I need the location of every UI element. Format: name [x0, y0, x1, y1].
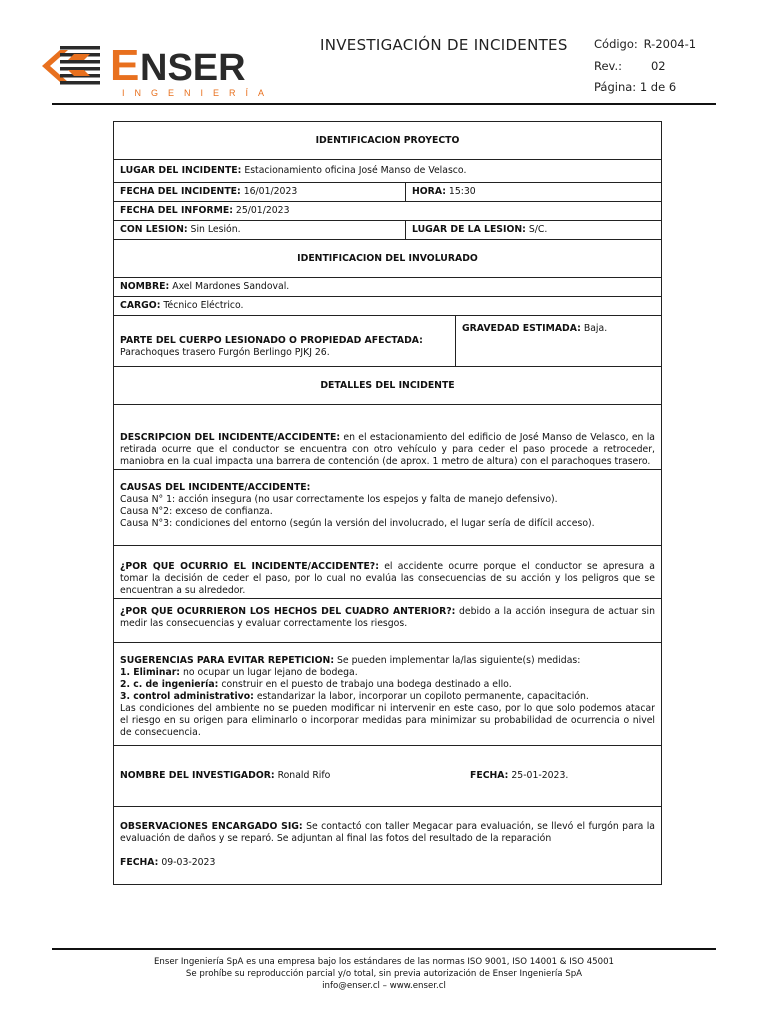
observaciones-fecha-value: 09-03-2023: [161, 857, 216, 868]
parte-afectada-value: Parachoques trasero Furgón Berlingo PJKJ 26.: [120, 347, 330, 358]
parte-afectada-label: PARTE DEL CUERPO LESIONADO O PROPIEDAD AFECTADA:: [120, 335, 423, 346]
sugerencias-cell: [114, 643, 662, 746]
sugerencia3-value: estandarizar la labor, incorporar un copiloto permanente, capacitación.: [256, 691, 589, 702]
sugerencia2-label: 2. c. de ingeniería:: [120, 679, 219, 690]
footer-website-link[interactable]: www.enser.cl: [389, 981, 446, 991]
sugerencia3-label: 3. control administrativo:: [120, 691, 254, 702]
con-lesion-value: Sin Lesión.: [190, 224, 241, 235]
investigador-fecha-label: FECHA:: [470, 770, 509, 781]
porque-label: ¿POR QUE OCURRIO EL INCIDENTE/ACCIDENTE?:: [120, 561, 379, 572]
footer-divider: [52, 948, 716, 950]
involved-heading: IDENTIFICACION DEL INVOLURADO: [114, 240, 662, 278]
fecha-informe-value: 25/01/2023: [235, 205, 290, 216]
nombre-value: Axel Mardones Sandoval.: [172, 281, 290, 292]
porque-value: el accidente ocurre porque el conductor se apresura a tomar la decisión de ceder el paso, por lo cual no evalúa las consecuencias de su acción y los peligros que se encuentran a su alrededor.: [120, 561, 655, 596]
lugar-label: LUGAR DEL INCIDENTE:: [120, 165, 242, 176]
footer-iso-line: Enser Ingeniería SpA es una empresa bajo los estándares de las normas ISO 9001, ISO 14001 & ISO 45001: [153, 957, 615, 967]
cargo-cell: [114, 297, 662, 316]
gravedad-label: GRAVEDAD ESTIMADA:: [462, 323, 581, 334]
logo-letter-e: E: [110, 41, 140, 90]
investigador-cell: [114, 746, 662, 807]
fecha-incidente-value: 16/01/2023: [243, 186, 298, 197]
project-heading: IDENTIFICACION PROYECTO: [114, 122, 662, 160]
lugar-lesion-cell: [406, 221, 662, 240]
causa2-label: Causa N°2:: [120, 506, 173, 517]
rev-value: 02: [650, 58, 666, 73]
code-label: Código:: [594, 37, 638, 51]
sugerencia1-label: 1. Eliminar:: [120, 667, 181, 678]
con-lesion-cell: [114, 221, 406, 240]
investigador-label: NOMBRE DEL INVESTIGADOR:: [120, 770, 275, 781]
footer-email-link[interactable]: info@enser.cl: [322, 981, 380, 991]
sugerencia1-value: no ocupar un lugar lejano de bodega.: [183, 667, 358, 678]
investigador-fecha-value: 25-01-2023.: [511, 770, 569, 781]
causa2-value: exceso de confianza.: [175, 506, 273, 517]
enser-logo: [38, 34, 278, 100]
hora-value: 15:30: [448, 186, 476, 197]
fecha-informe-label: FECHA DEL INFORME:: [120, 205, 233, 216]
descripcion-value: en el estacionamiento del edificio de José Manso de Velasco, en la retirada ocurre que el conductor se encuentra con otro vehículo y para ceder el paso procede a retroceder, maniobra en la cual impacta una barrera de contención (de aprox. 1 metro de altura) con el parachoques trasero.: [120, 432, 655, 467]
causa3-value: condiciones del entorno (según la versión del involucrado, el lugar sería de difícil acceso).: [175, 518, 595, 529]
cargo-value: Técnico Eléctrico.: [163, 300, 244, 311]
hora-label: HORA:: [412, 186, 446, 197]
lugar-lesion-label: LUGAR DE LA LESION:: [412, 224, 526, 235]
gravedad-cell: [456, 316, 662, 367]
porque2-label: ¿POR QUE OCURRIERON LOS HECHOS DEL CUADRO ANTERIOR?:: [120, 606, 456, 617]
footer-copyright-line: Se prohíbe su reproducción parcial y/o total, sin previa autorización de Enser Ingeniería SpA: [185, 969, 583, 979]
sugerencias-label: SUGERENCIAS PARA EVITAR REPETICION:: [120, 655, 335, 666]
descripcion-cell: [114, 405, 662, 470]
logo-letters: NSER: [140, 47, 246, 89]
nombre-label: NOMBRE:: [120, 281, 170, 292]
cargo-label: CARGO:: [120, 300, 161, 311]
page-label: Página:: [594, 80, 637, 94]
page-value: 1 de 6: [639, 80, 677, 94]
page-footer: [0, 956, 768, 992]
con-lesion-label: CON LESION:: [120, 224, 188, 235]
sugerencia2-value: construir en el puesto de trabajo una bodega destinado a ello.: [221, 679, 512, 690]
lugar-value: Estacionamiento oficina José Manso de Velasco.: [244, 165, 467, 176]
document-meta: [594, 34, 696, 99]
descripcion-label: DESCRIPCION DEL INCIDENTE/ACCIDENTE:: [120, 432, 341, 443]
lugar-row: [114, 160, 662, 183]
porque2-cell: [114, 599, 662, 643]
observaciones-value: Se contactó con taller Megacar para evaluación, se llevó el furgón para la evaluación de daños y se reparó. Se adjuntan al final las fotos del resultado de la reparación: [120, 821, 655, 844]
code-value: R-2004-1: [643, 37, 697, 51]
porque-cell: [114, 546, 662, 599]
gravedad-value: Baja.: [583, 323, 608, 334]
lugar-lesion-value: S/C.: [528, 224, 548, 235]
causas-label: CAUSAS DEL INCIDENTE/ACCIDENTE:: [120, 482, 311, 493]
nombre-cell: [114, 278, 662, 297]
fecha-informe-cell: [114, 202, 662, 221]
observaciones-label: OBSERVACIONES ENCARGADO SIG:: [120, 821, 303, 832]
causas-cell: [114, 470, 662, 546]
document-title: INVESTIGACIÓN DE INCIDENTES: [320, 36, 568, 54]
incident-form-table: [113, 121, 662, 885]
logo-subtitle: INGENIERÍA: [122, 88, 275, 98]
enser-logo-graphic: [38, 34, 278, 100]
observaciones-fecha-label: FECHA:: [120, 857, 159, 868]
causa3-label: Causa N°3:: [120, 518, 173, 529]
observaciones-cell: [114, 807, 662, 885]
hora-cell: [406, 183, 662, 202]
header-divider: [52, 103, 716, 105]
parte-afectada-cell: [114, 316, 456, 367]
causa1-label: Causa N° 1:: [120, 494, 176, 505]
footer-separator: –: [379, 981, 390, 991]
sugerencias-value: Se pueden implementar la/las siguiente(s) medidas:: [337, 655, 581, 666]
investigador-value: Ronald Rifo: [277, 770, 331, 781]
fecha-incidente-cell: [114, 183, 406, 202]
fecha-incidente-label: FECHA DEL INCIDENTE:: [120, 186, 241, 197]
footer-contact-line: [0, 980, 768, 992]
causa1-value: acción insegura (no usar correctamente los espejos y falta de manejo defensivo).: [178, 494, 558, 505]
sugerencias-note: Las condiciones del ambiente no se pueden modificar ni intervenir en este caso, por lo que solo podemos atacar el riesgo en su origen para eliminarlo o incorporar medidas para minimizar su probabilidad de ocurrencia o nivel de consecuencia.: [120, 703, 655, 738]
rev-label: Rev.:: [594, 58, 622, 73]
porque2-value: debido a la acción insegura de actuar sin medir las consecuencias y evaluar correctamente los riesgos.: [120, 606, 655, 629]
details-heading: DETALLES DEL INCIDENTE: [114, 367, 662, 405]
